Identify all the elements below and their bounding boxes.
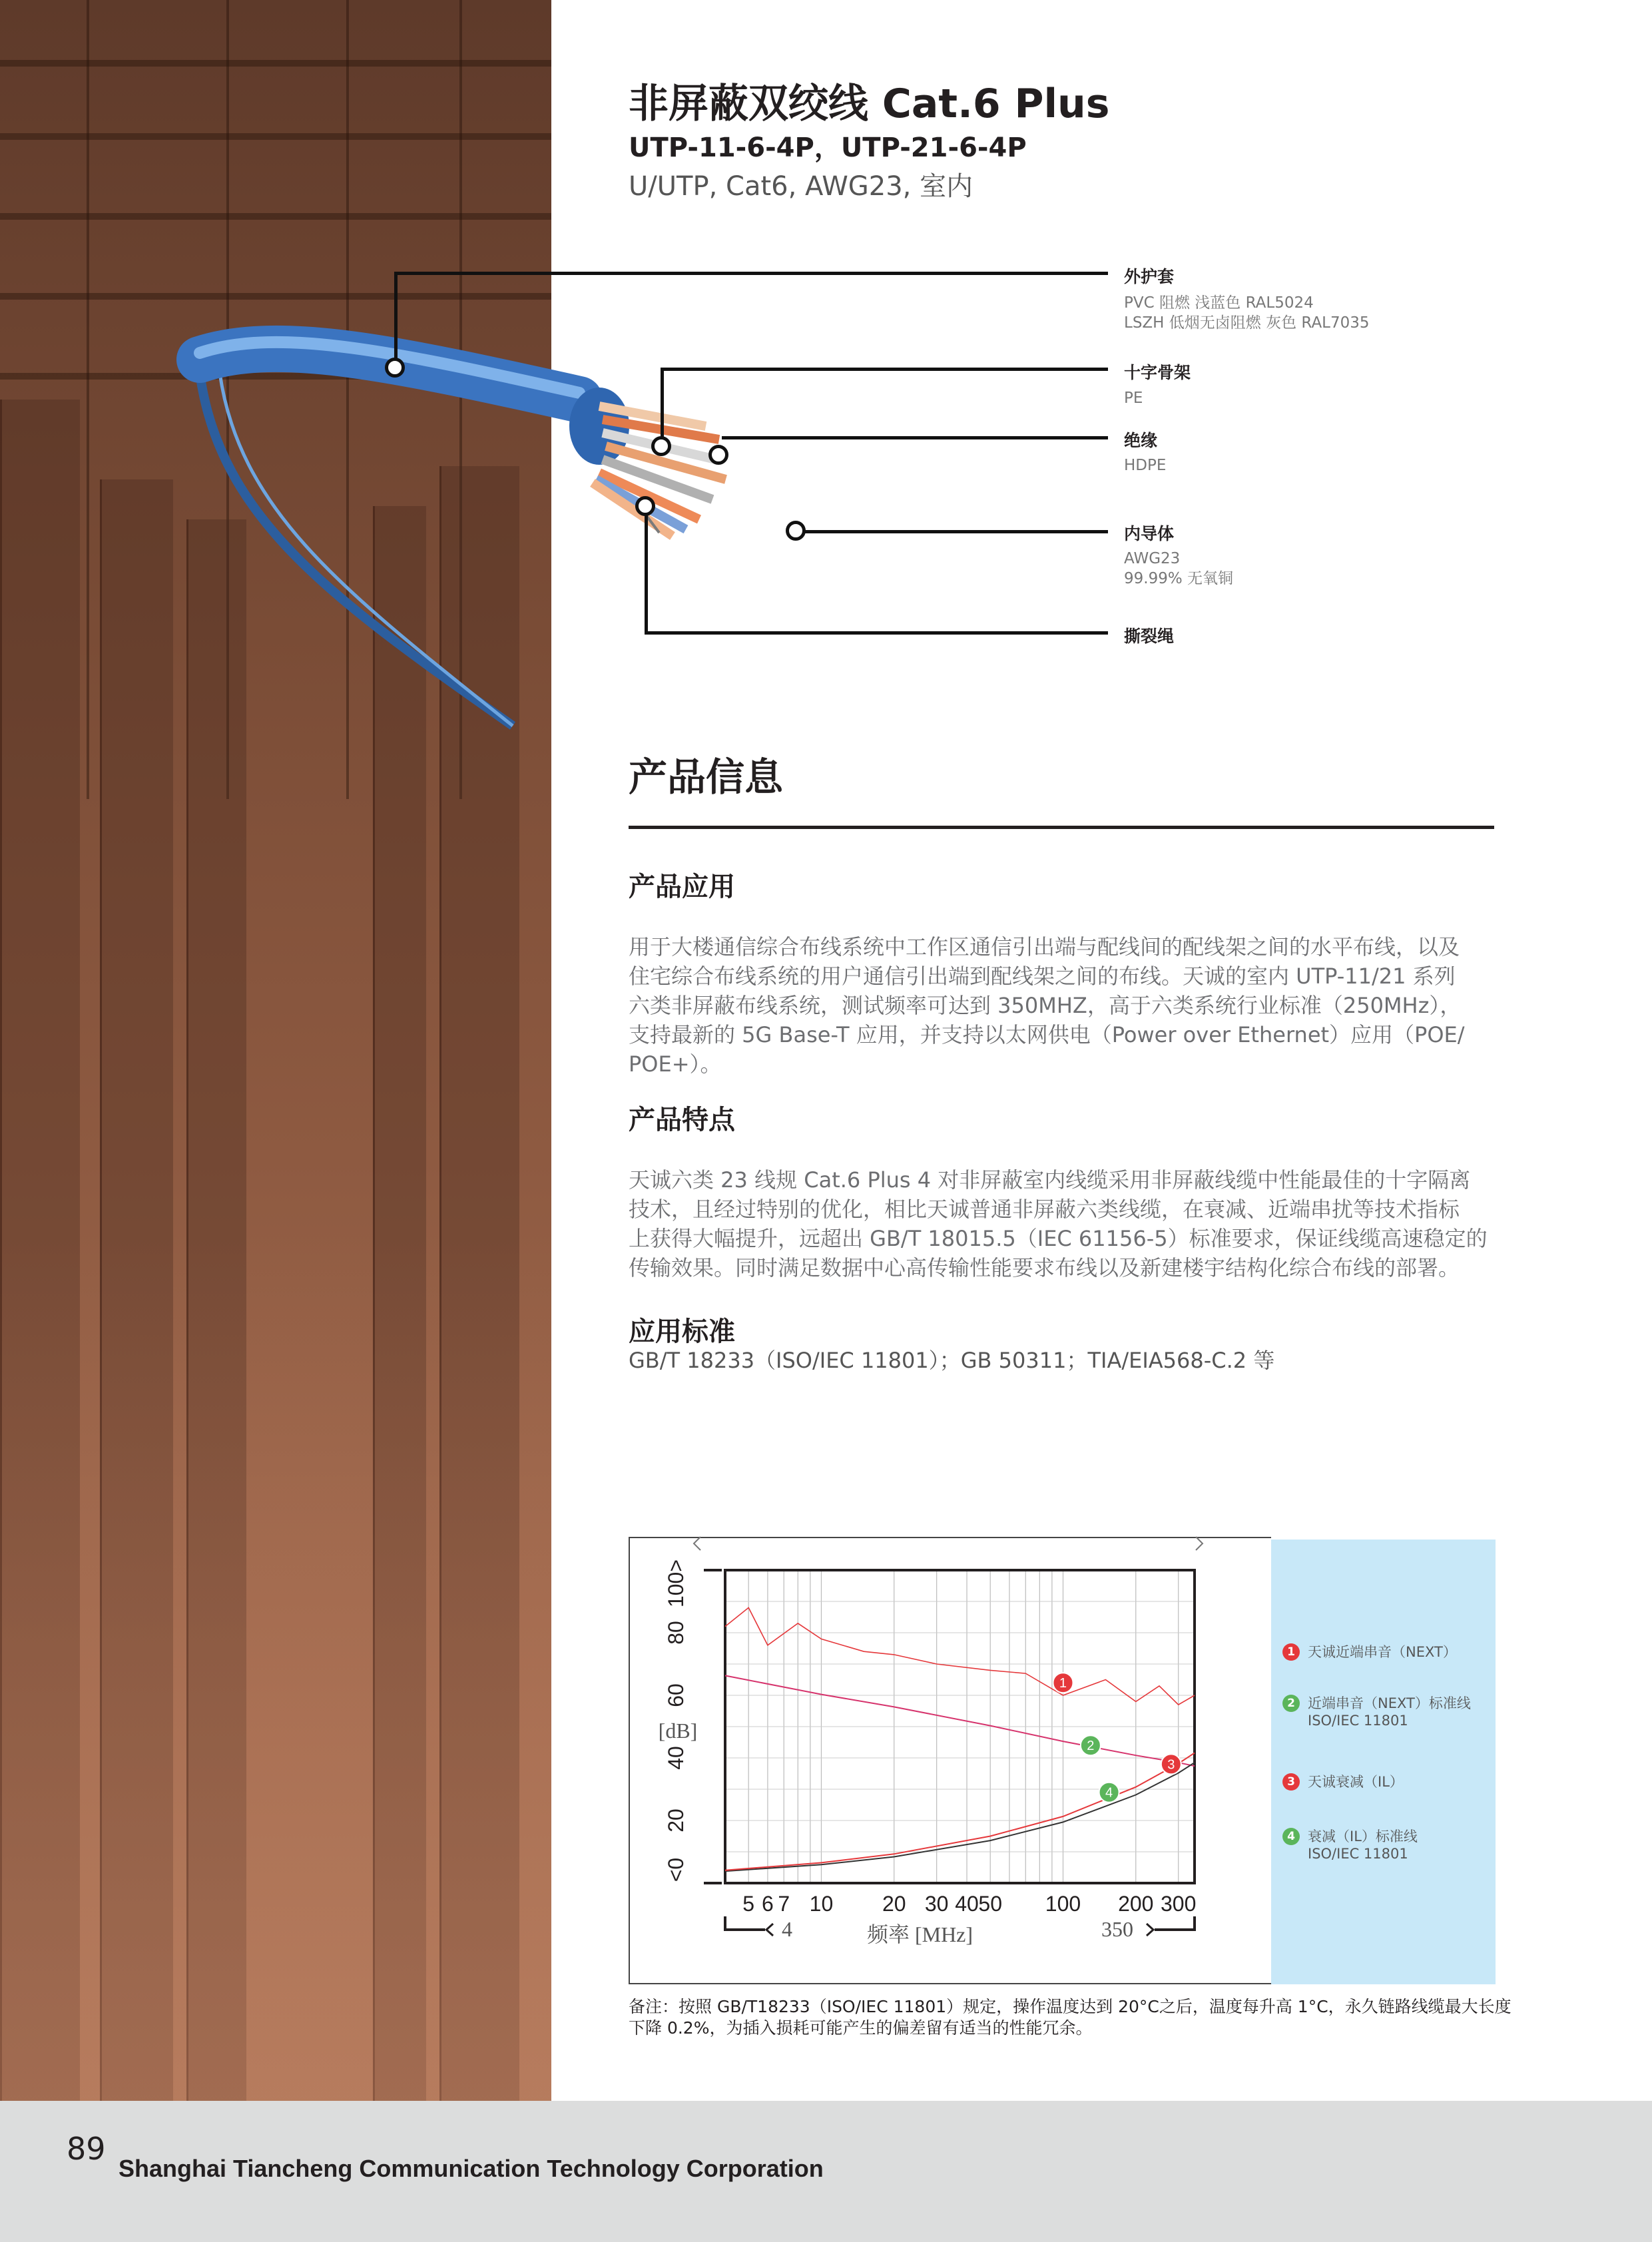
features-line: 上获得大幅提升，远超出 GB/T 18015.5（IEC 61156-5）标准要求，保证线缆高速稳定的 bbox=[629, 1226, 1488, 1251]
y-min-label: <0 bbox=[664, 1857, 688, 1882]
callout-line-separator-vertical bbox=[661, 368, 664, 442]
features-line: 技术，且经过特别的优化，相比天诚普通非屏蔽六类线缆，在衰减、近端串扰等技术指标 bbox=[629, 1197, 1460, 1222]
y-axis-bracket bbox=[704, 1570, 722, 1883]
legend-number-2: 2 bbox=[1282, 1695, 1300, 1712]
legend-text-2: ISO/IEC 11801 bbox=[1308, 1713, 1408, 1729]
x-tick-label: 6 bbox=[762, 1892, 774, 1916]
x-min-label: 4 bbox=[782, 1917, 792, 1941]
series-marker-label-3: 3 bbox=[1167, 1757, 1175, 1773]
application-line: 用于大楼通信综合布线系统中工作区通信引出端与配线间的配线架之间的水平布线，以及 bbox=[629, 934, 1460, 960]
standards-text: GB/T 18233（ISO/IEC 11801）；GB 50311；TIA/EIA568-C.2 等 bbox=[629, 1348, 1275, 1373]
x-axis-arrow-right bbox=[1147, 1924, 1153, 1936]
x-tick-label: 300 bbox=[1161, 1892, 1197, 1916]
application-line: POE+）。 bbox=[629, 1051, 722, 1077]
y-tick-label: 40 bbox=[664, 1746, 688, 1770]
section-title-product-info: 产品信息 bbox=[629, 754, 784, 800]
footnote bbox=[629, 1996, 1512, 2039]
series-marker-label-2: 2 bbox=[1087, 1739, 1095, 1754]
x-axis-bracket-right bbox=[1155, 1916, 1195, 1930]
callout-dot-separator bbox=[651, 436, 671, 456]
application-line: 住宅综合布线系统的用户通信引出端到配线架之间的布线。天诚的室内 UTP-11/21 系列 bbox=[629, 964, 1456, 989]
x-axis-arrow-left bbox=[766, 1924, 773, 1936]
legend-text-1: 天诚近端串音（NEXT） bbox=[1308, 1644, 1457, 1660]
series-line-1 bbox=[725, 1607, 1195, 1705]
legend-number-3: 3 bbox=[1282, 1773, 1300, 1791]
chart-legend-panel bbox=[1271, 1540, 1496, 1984]
x-tick-label: 200 bbox=[1118, 1892, 1154, 1916]
callout-line-insulation bbox=[722, 436, 1108, 439]
callout-detail-insulation: HDPE bbox=[1124, 457, 1167, 474]
legend-number-4: 4 bbox=[1282, 1828, 1300, 1845]
callout-detail-separator: PE bbox=[1124, 390, 1143, 407]
legend-text-3: 天诚衰减（IL） bbox=[1308, 1774, 1404, 1790]
x-tick-label: 7 bbox=[778, 1892, 790, 1916]
y-max-label: 100> bbox=[664, 1559, 688, 1608]
callout-dot-conductor bbox=[786, 521, 806, 541]
application-line: 六类非屏蔽布线系统，测试频率可达到 350MHZ，高于六类系统行业标准（250MHz）， bbox=[629, 993, 1462, 1018]
x-tick-label: 50 bbox=[978, 1892, 1003, 1916]
footnote-line: 备注：按照 GB/T18233（ISO/IEC 11801）规定，操作温度达到 20°C之后，温度每升高 1°C，永久链路线缆最大长度 bbox=[629, 1997, 1512, 2016]
legend-number-1: 1 bbox=[1282, 1643, 1300, 1661]
application-line: 支持最新的 5G Base-T 应用，并支持以太网供电（Power over Ethernet）应用（POE/ bbox=[629, 1022, 1465, 1047]
page-number: 89 bbox=[67, 2131, 106, 2167]
callout-line-jacket bbox=[394, 272, 1108, 275]
x-max-label: 350 bbox=[1101, 1917, 1133, 1941]
company-name: Shanghai Tiancheng Communication Technology Corporation bbox=[119, 2155, 824, 2182]
paragraph-features bbox=[629, 1165, 1496, 1282]
paragraph-application bbox=[629, 932, 1496, 1079]
frame-chevron-left bbox=[694, 1537, 700, 1550]
features-line: 传输效果。同时满足数据中心高传输性能要求布线以及新建楼宇结构化综合布线的部署。 bbox=[629, 1255, 1460, 1280]
background-photo-data-center bbox=[0, 0, 551, 2101]
series-line-3 bbox=[725, 1763, 1195, 1871]
x-axis-label: 频率 [MHz] bbox=[866, 1922, 973, 1946]
legend-text-4: 衰减（IL）标准线 bbox=[1308, 1828, 1418, 1844]
callout-line-ripcord-vertical bbox=[645, 506, 648, 635]
footnote-line: 下降 0.2%，为插入损耗可能产生的偏差留有适当的性能冗余。 bbox=[629, 2018, 1093, 2038]
features-line: 天诚六类 23 线规 Cat.6 Plus 4 对非屏蔽室内线缆采用非屏蔽线缆中性能最佳的十字隔离 bbox=[629, 1167, 1471, 1193]
callout-label-conductor: 内导体 bbox=[1124, 524, 1175, 543]
attenuation-next-chart bbox=[629, 1532, 1294, 1971]
callout-detail-jacket-1: PVC 阻燃 浅蓝色 RAL5024 bbox=[1124, 294, 1314, 312]
x-tick-label: 100 bbox=[1045, 1892, 1081, 1916]
y-tick-label: 80 bbox=[664, 1621, 688, 1645]
series-marker-label-1: 1 bbox=[1059, 1676, 1067, 1691]
heading-standards: 应用标准 bbox=[629, 1316, 735, 1347]
callout-detail-conductor-1: AWG23 bbox=[1124, 550, 1181, 567]
x-tick-label: 10 bbox=[809, 1892, 834, 1916]
legend-text-4: ISO/IEC 11801 bbox=[1308, 1846, 1408, 1862]
y-tick-label: 60 bbox=[664, 1683, 688, 1707]
x-tick-label: 30 bbox=[924, 1892, 949, 1916]
legend-text-2: 近端串音（NEXT）标准线 bbox=[1308, 1695, 1471, 1711]
callout-line-jacket-vertical bbox=[394, 272, 398, 365]
series-line-4 bbox=[725, 1753, 1195, 1870]
section-divider bbox=[629, 826, 1494, 829]
y-tick-label: 20 bbox=[664, 1809, 688, 1832]
x-axis-bracket-left bbox=[725, 1916, 765, 1930]
heading-features: 产品特点 bbox=[629, 1105, 735, 1135]
x-tick-label: 20 bbox=[882, 1892, 906, 1916]
callout-dot-jacket bbox=[385, 358, 405, 378]
callout-line-ripcord bbox=[645, 631, 1108, 635]
callout-label-jacket: 外护套 bbox=[1124, 267, 1175, 286]
y-axis-label: [dB] bbox=[658, 1719, 698, 1743]
series-line-2 bbox=[725, 1675, 1195, 1766]
callout-dot-ripcord bbox=[635, 496, 655, 516]
x-tick-label: 40 bbox=[955, 1892, 979, 1916]
callout-label-ripcord: 撕裂绳 bbox=[1124, 627, 1175, 646]
x-tick-label: 5 bbox=[742, 1892, 755, 1916]
callout-label-separator: 十字骨架 bbox=[1124, 363, 1191, 382]
product-title: 非屏蔽双绞线 Cat.6 Plus bbox=[629, 81, 1110, 127]
callout-label-insulation: 绝缘 bbox=[1124, 431, 1158, 450]
callout-detail-jacket-2: LSZH 低烟无卤阻燃 灰色 RAL7035 bbox=[1124, 314, 1370, 332]
callout-dot-insulation bbox=[708, 445, 728, 465]
product-models: UTP-11-6-4P，UTP-21-6-4P bbox=[629, 133, 1027, 163]
frame-chevron-right bbox=[1196, 1537, 1203, 1550]
series-marker-label-4: 4 bbox=[1105, 1785, 1113, 1801]
callout-line-conductor bbox=[798, 530, 1108, 533]
product-spec: U/UTP, Cat6, AWG23, 室内 bbox=[629, 171, 973, 202]
callout-line-separator bbox=[661, 368, 1108, 371]
heading-application: 产品应用 bbox=[629, 872, 735, 902]
callout-detail-conductor-2: 99.99% 无氧铜 bbox=[1124, 570, 1234, 587]
